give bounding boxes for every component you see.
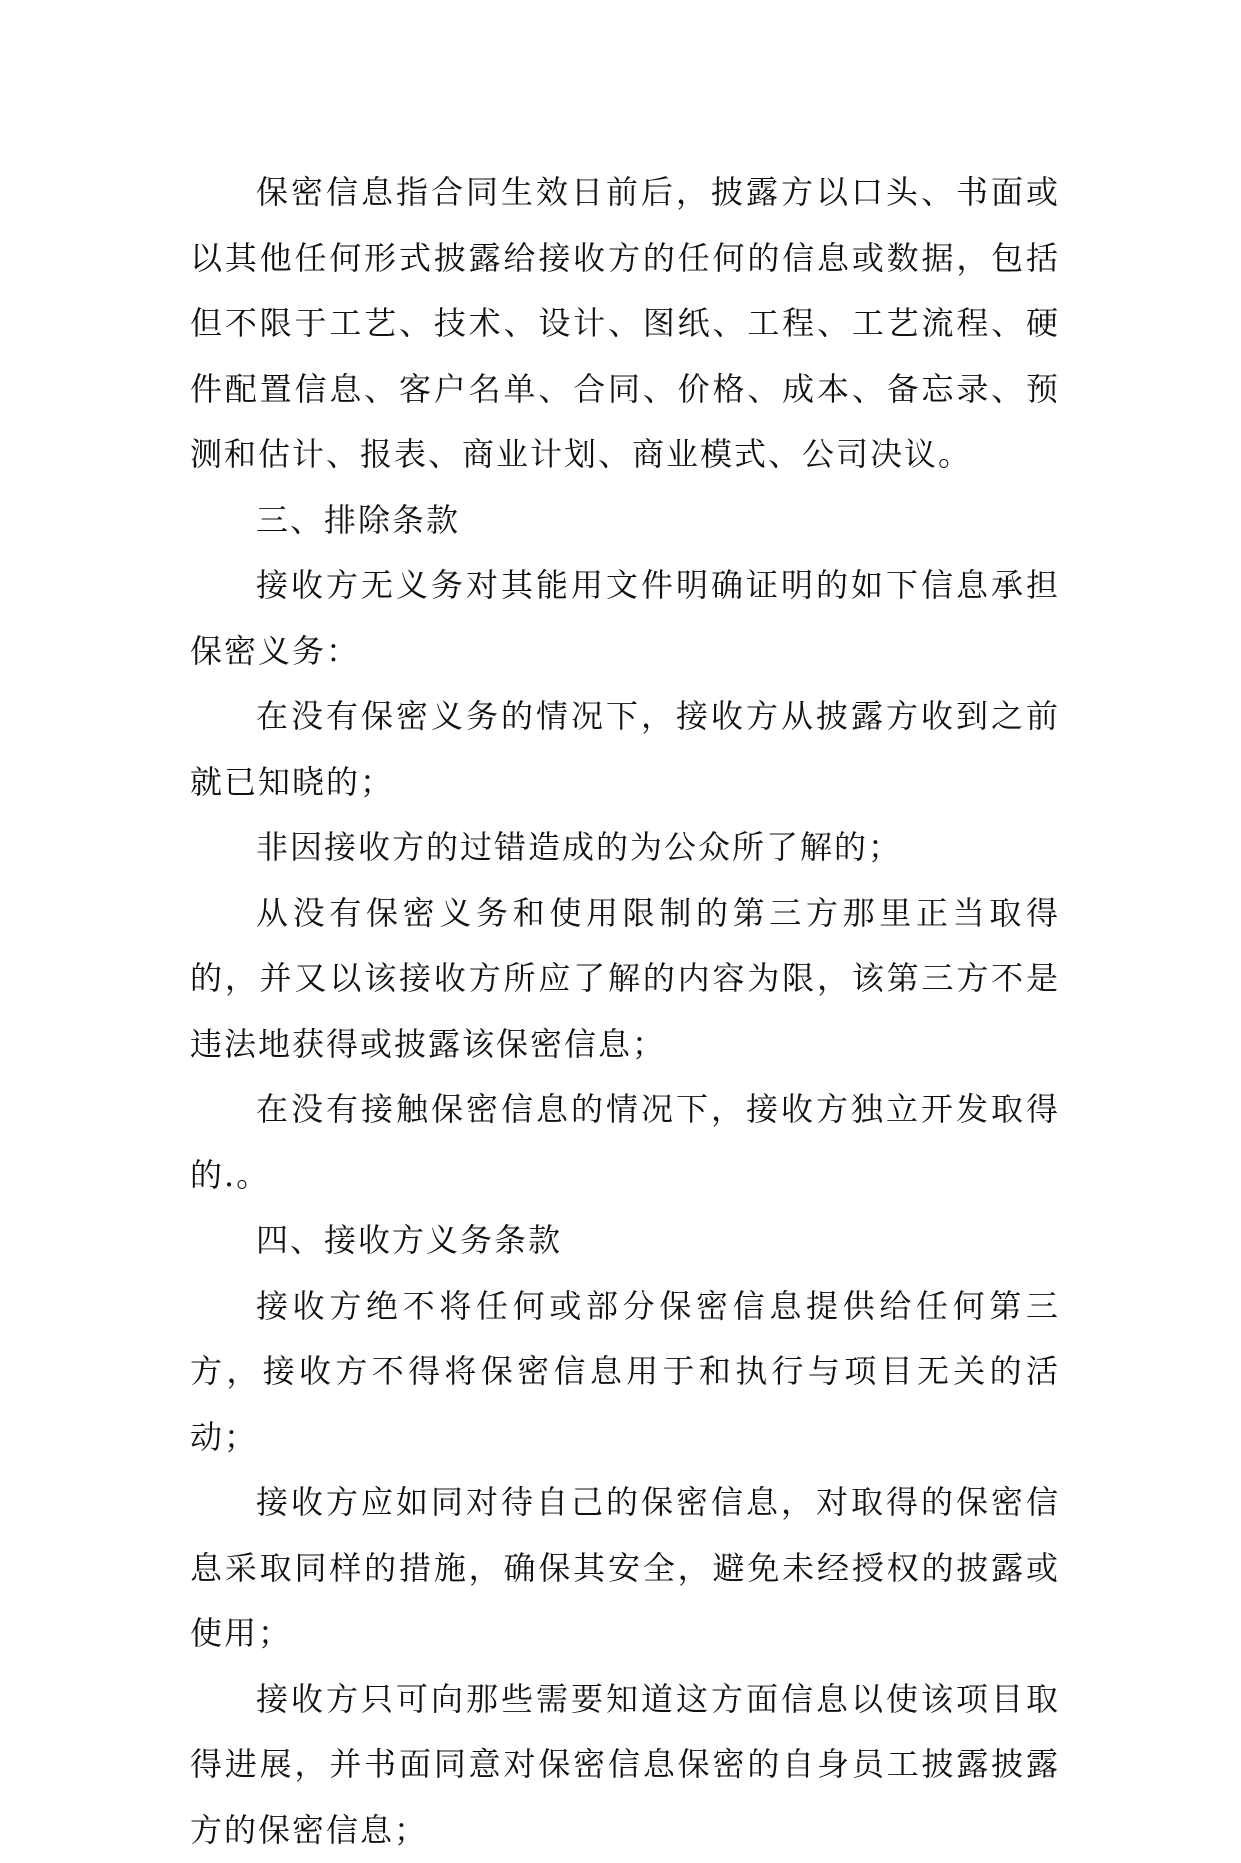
paragraph-exclusion-public-knowledge: 非因接收方的过错造成的为公众所了解的； — [190, 815, 1060, 881]
paragraph-exclusions-intro: 接收方无义务对其能用文件明确证明的如下信息承担保密义务： — [190, 553, 1060, 684]
paragraph-obligation-protection-measures: 接收方应如同对待自己的保密信息，对取得的保密信息采取同样的措施，确保其安全，避免未经授权的披露或使用； — [190, 1470, 1060, 1667]
document-body — [190, 160, 1060, 1863]
paragraph-confidential-info-definition: 保密信息指合同生效日前后，披露方以口头、书面或以其他任何形式披露给接收方的任何的信息或数据，包括但不限于工艺、技术、设计、图纸、工程、工艺流程、硬件配置信息、客户名单、合同、价格、成本、备忘录、预测和估计、报表、商业计划、商业模式、公司决议。 — [190, 160, 1060, 488]
section-heading-exclusions: 三、排除条款 — [190, 488, 1060, 554]
paragraph-exclusion-independent-development: 在没有接触保密信息的情况下，接收方独立开发取得的.。 — [190, 1077, 1060, 1208]
paragraph-obligation-no-disclosure: 接收方绝不将任何或部分保密信息提供给任何第三方，接收方不得将保密信息用于和执行与项目无关的活动； — [190, 1274, 1060, 1471]
paragraph-exclusion-third-party: 从没有保密义务和使用限制的第三方那里正当取得的，并又以该接收方所应了解的内容为限，该第三方不是违法地获得或披露该保密信息； — [190, 881, 1060, 1078]
paragraph-exclusion-prior-knowledge: 在没有保密义务的情况下，接收方从披露方收到之前就已知晓的； — [190, 684, 1060, 815]
paragraph-obligation-employee-disclosure: 接收方只可向那些需要知道这方面信息以使该项目取得进展，并书面同意对保密信息保密的自身员工披露披露方的保密信息； — [190, 1667, 1060, 1863]
section-heading-recipient-obligations: 四、接收方义务条款 — [190, 1208, 1060, 1274]
